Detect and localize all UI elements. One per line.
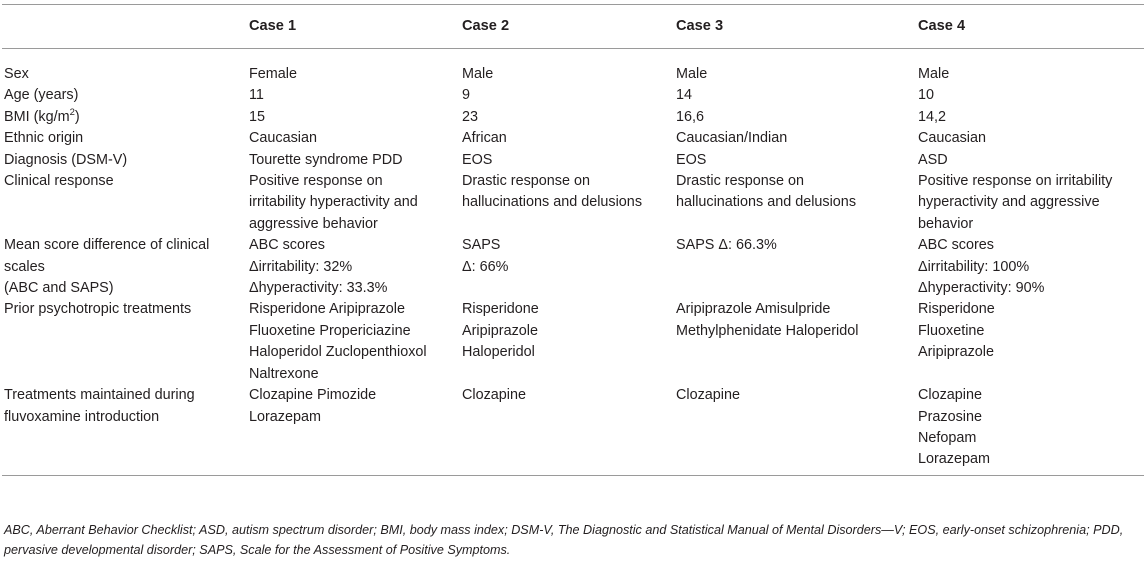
cell-case-2: Clozapine: [462, 387, 526, 404]
cell-case-2: Drastic response on hallucinations and delusions: [462, 173, 643, 211]
cell-case-2: 23: [462, 108, 479, 125]
header-case-1: Case 1: [249, 17, 297, 34]
table-row-maintained-treatments: [2, 385, 1144, 475]
cell-case-4: 14,2: [918, 108, 947, 125]
table-row-mean-score-difference: [2, 235, 1144, 299]
row-label-superscript: 2: [69, 106, 75, 118]
cell-case-2: Risperidone Aripiprazole Haloperidol: [462, 301, 539, 361]
cell-case-3: Drastic response on hallucinations and delusions: [676, 173, 857, 211]
cell-case-2: SAPS Δ: 66%: [462, 237, 509, 275]
cell-case-3: 16,6: [676, 108, 705, 125]
table-row-ethnic-origin: [2, 128, 1144, 149]
cell-case-4: Caucasian: [918, 130, 986, 147]
cell-case-1: 15: [249, 108, 266, 125]
case-table: [2, 4, 1144, 476]
cell-case-2: EOS: [462, 151, 493, 168]
cell-case-3: EOS: [676, 151, 707, 168]
row-label: Mean score difference of clinical scales (ABC and SAPS): [4, 237, 210, 297]
table-row-diagnosis: [2, 150, 1144, 171]
row-label: Prior psychotropic treatments: [4, 301, 192, 318]
cell-case-2: African: [462, 130, 507, 147]
row-label: Age (years): [4, 87, 79, 104]
header-case-4: Case 4: [918, 17, 966, 34]
header-blank: [2, 5, 247, 49]
table-row-age: [2, 85, 1144, 106]
table-row-bmi: [2, 107, 1144, 128]
table-row-prior-treatments: [2, 299, 1144, 385]
row-label: [2, 107, 247, 128]
row-label-end: ): [74, 108, 80, 125]
table-row-clinical-response: [2, 171, 1144, 235]
row-label: Clinical response: [4, 173, 114, 190]
table-header-row: [2, 5, 1144, 49]
cell-case-4: Male: [918, 66, 950, 82]
cell-case-3: Aripiprazole Amisulpride Methylphenidate Haloperidol: [676, 301, 859, 339]
row-label: Treatments maintained during fluvoxamine introduction: [4, 387, 195, 425]
cell-case-1: Risperidone Aripiprazole Fluoxetine Propericiazine Haloperidol Zuclopenthioxol Naltrexone: [249, 301, 427, 382]
cell-case-1: Clozapine Pimozide Lorazepam: [249, 387, 377, 425]
row-label: Sex: [4, 66, 29, 82]
cell-case-4: Positive response on irritability hyperactivity and aggressive behavior: [918, 173, 1113, 232]
cell-case-4: ASD: [918, 151, 948, 168]
cell-case-4: Risperidone Fluoxetine Aripiprazole: [918, 301, 995, 361]
header-case-3: Case 3: [676, 17, 724, 34]
cell-case-4: Clozapine Prazosine Nefopam Lorazepam: [918, 387, 990, 468]
cell-case-3: 14: [676, 87, 693, 104]
cell-case-1: Female: [249, 66, 297, 82]
cell-case-3: SAPS Δ: 66.3%: [676, 237, 777, 254]
cell-case-1: ABC scores Δirritability: 32% Δhyperactivity: 33.3%: [249, 237, 388, 297]
cell-case-2: 9: [462, 87, 471, 104]
cell-case-3: Male: [676, 66, 708, 82]
cell-case-3: Clozapine: [676, 387, 740, 404]
cell-case-4: ABC scores Δirritability: 100% Δhyperactivity: 90%: [918, 237, 1045, 297]
cell-case-2: Male: [462, 66, 494, 82]
row-label: Ethnic origin: [4, 130, 84, 147]
cell-case-3: Caucasian/Indian: [676, 130, 788, 147]
header-case-2: Case 2: [462, 17, 510, 34]
cell-case-1: Caucasian: [249, 130, 317, 147]
row-label: Diagnosis (DSM-V): [4, 151, 128, 168]
table-row-sex: [2, 49, 1144, 86]
cell-case-4: 10: [918, 87, 935, 104]
cell-case-1: Tourette syndrome PDD: [249, 151, 403, 168]
cell-case-1: 11: [249, 87, 264, 104]
row-label-text: BMI (kg/m: [4, 108, 70, 125]
table-footnote: ABC, Aberrant Behavior Checklist; ASD, autism spectrum disorder; BMI, body mass index; DSM-V, The Diagnostic and Statistical Manual of Mental Disorders—V; EOS, early-onset schizophrenia; PDD, pervasive developmental disorder; SAPS, Scale for the Assessment of Positive Symptoms.: [4, 523, 1124, 557]
cell-case-1: Positive response on irritability hyperactivity and aggressive behavior: [249, 173, 418, 232]
